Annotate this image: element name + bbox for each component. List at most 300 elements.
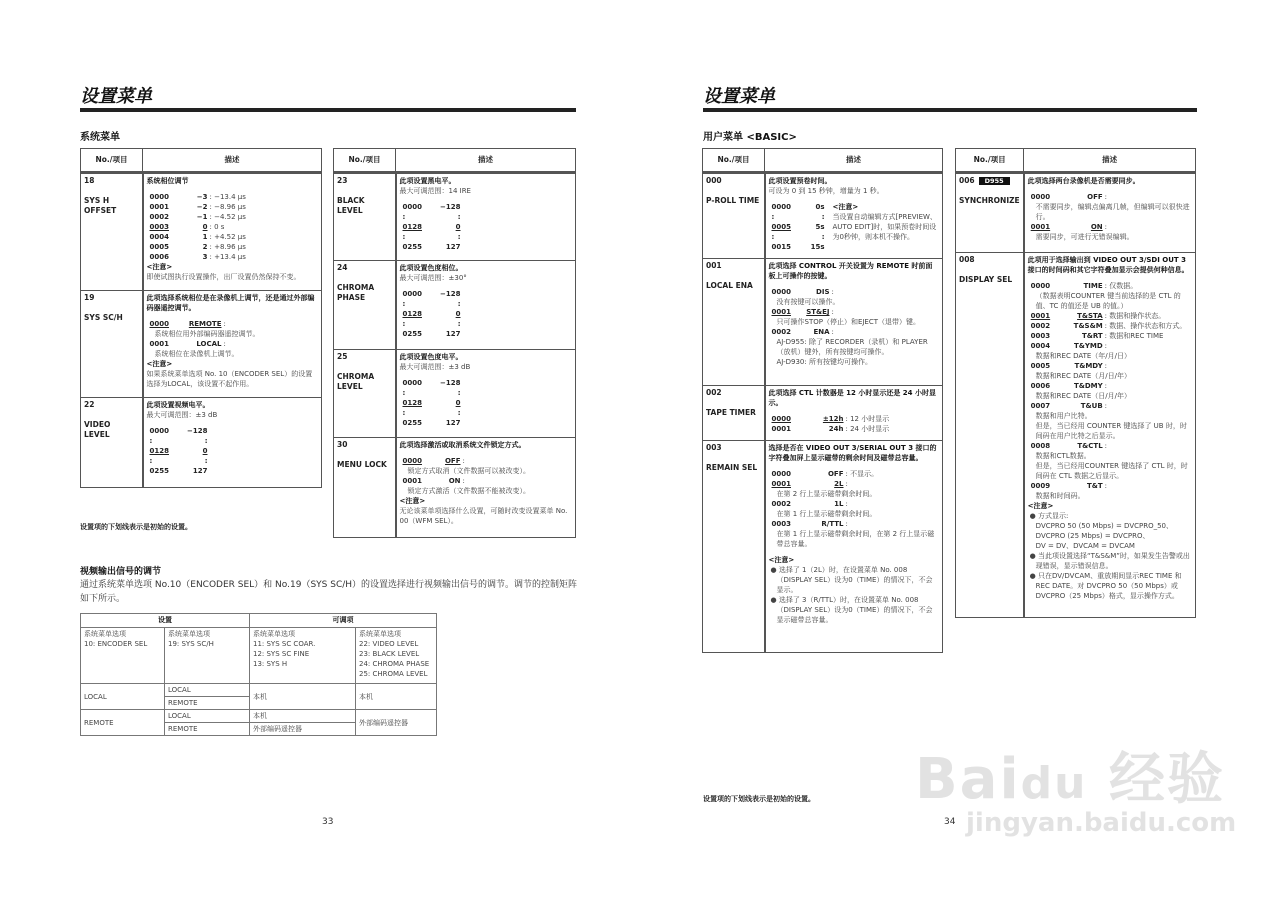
page-number-right: 34 [944, 817, 956, 827]
setting-option [400, 388, 573, 398]
option-code: 0003 [1030, 332, 1051, 340]
model-badge: D955 [979, 177, 1010, 185]
header-adjustable: 可调项 [250, 614, 437, 628]
option-description: 只可操作STOP（停止）和EJECT（退带）键。 [776, 318, 921, 326]
option-description: 但是，当已经用 COUNTER 键选择了 UB 时，时间码在用户比特之后显示。 [1035, 422, 1187, 440]
item-name: CHROMA PHASE [337, 283, 375, 302]
option-text: : 数据、操作状态和方式。 [1104, 322, 1187, 330]
watermark-url: jingyan.baidu.com [966, 808, 1237, 838]
setting-option [147, 212, 319, 222]
item-name: LOCAL ENA [706, 281, 753, 290]
setting-option [147, 252, 319, 262]
setting-option [147, 192, 319, 202]
setting-option [400, 476, 573, 486]
option-value: OFF [444, 457, 461, 465]
item-name: SYNCHRONIZE [959, 196, 1020, 205]
option-value: 2 [202, 243, 208, 251]
option-value: R/TTL [821, 520, 844, 528]
option-value: T&MDY [1074, 362, 1103, 370]
option-description: 数据和CTL数据。 [1035, 452, 1091, 460]
matrix-external: 外部编码遥控器 [250, 723, 356, 736]
user-menu-table-1 [702, 148, 943, 653]
description-heading: 此项选择系统相位是在录像机上调节，还是通过外部编码器遥控调节。 [146, 294, 315, 312]
setting-option [147, 319, 319, 329]
option-code: 0000 [402, 457, 422, 465]
option-text: : −8.96 μs [209, 203, 246, 211]
matrix-unit: 本机 [250, 710, 356, 723]
item-number: 25 [337, 352, 348, 361]
option-code: 0001 [149, 203, 169, 211]
option-description: （数据表明COUNTER 键当前选择的是 CTL 的值、TC 的值还是 UB 的值。） [1035, 292, 1181, 310]
option-description: 在第 1 行上显示磁带剩余时间。 [776, 510, 877, 518]
note-bullet: ● 只在DV/DVCAM、重放期间显示REC TIME 和 REC DATE。对 DVCPRO 50（50 Mbps）或 DVCPRO（25 Mbps）格式，显示操作方式。 [1029, 572, 1182, 600]
option-text: : [223, 320, 226, 328]
setting-option [1028, 481, 1192, 491]
setting-option [400, 456, 573, 466]
description-heading: 此项选择 CTL 计数器是 12 小时显示还是 24 小时显示。 [768, 389, 936, 407]
option-value: T&STA [1077, 312, 1103, 320]
option-value: 15s [810, 243, 825, 251]
option-code: 0000 [149, 193, 169, 201]
option-code: 0001 [771, 480, 791, 488]
column-header-no: No./项目 [81, 149, 143, 173]
option-description: 数据和时间码。 [1035, 492, 1085, 500]
menu-row [703, 173, 943, 259]
option-code: 0009 [1030, 482, 1051, 490]
option-value: 0s [815, 203, 825, 211]
option-code: 0255 [402, 330, 422, 338]
setting-option [400, 289, 573, 299]
preroll-values [769, 202, 827, 252]
option-value: REMOTE [188, 320, 222, 328]
item-name: REMAIN SEL [706, 463, 758, 472]
option-text: : [845, 500, 848, 508]
option-code: 0000 [1030, 282, 1051, 290]
option-description: 数据和REC DATE（日/月/年） [1035, 392, 1131, 400]
option-value: 0 [455, 310, 461, 318]
menu-row [956, 253, 1196, 618]
option-text: : [462, 477, 465, 485]
option-description: 没有按键可以操作。 [776, 298, 840, 306]
option-value: 127 [445, 330, 461, 338]
matrix-sch-local: LOCAL [165, 684, 250, 697]
option-code: 0001 [1030, 223, 1051, 231]
column-header-no: No./项目 [334, 149, 396, 173]
setting-option [400, 309, 573, 319]
matrix-external: 外部编码遥控器 [356, 710, 437, 736]
menu-row [334, 350, 576, 438]
note-label: <注意> [146, 360, 173, 368]
matrix-cell-line: 12: SYS SC FINE [253, 650, 310, 658]
matrix-col3-head [250, 628, 356, 684]
menu-item-id [703, 386, 765, 441]
option-value: ON [1090, 223, 1103, 231]
section-title-system-menu: 系统菜单 [80, 132, 120, 143]
description-text: 可设为 0 到 15 秒钟，增量为 1 秒。 [768, 187, 884, 195]
description-heading: 此项用于选择输出到 VIDEO OUT 3/SDI OUT 3 接口的时间码和其它字符叠加显示会提供何种信息。 [1027, 256, 1189, 274]
option-description: 需要同步，可进行无错误编辑。 [1035, 233, 1134, 241]
option-value: : [457, 389, 461, 397]
option-value: −3 [196, 193, 208, 201]
menu-item-id [81, 291, 143, 398]
option-description: AJ-D930: 所有按键均可操作。 [776, 358, 872, 366]
option-description: 系统相位用外部编码器遥控调节。 [154, 330, 260, 338]
option-description: 锁定方式取消（文件数据可以被改变）。 [407, 467, 530, 475]
item-name: P-ROLL TIME [706, 196, 760, 205]
menu-row [703, 386, 943, 441]
option-description: AJ-D955: 除了 RECORDER（录机）和 PLAYER（放机）键外，所有按键均可操作。 [776, 338, 928, 356]
setting-option [400, 408, 573, 418]
item-description [396, 438, 576, 538]
item-description [765, 173, 943, 259]
preroll-note [827, 202, 940, 252]
setting-option [1028, 381, 1192, 391]
control-matrix-table [80, 613, 437, 736]
note-label: <注意> [768, 556, 795, 564]
option-description: 在第 2 行上显示磁带剩余时间。 [776, 490, 877, 498]
option-code: 0000 [402, 203, 422, 211]
setting-option [769, 212, 827, 222]
matrix-encoder-remote: REMOTE [81, 710, 165, 736]
page-title-left: 设置菜单 [80, 86, 152, 107]
option-value: TIME [1083, 282, 1103, 290]
option-text: : 数据和操作状态。 [1104, 312, 1166, 320]
video-adjust-paragraph: 通过系统菜单选项 No.10（ENCODER SEL）和 No.19（SYS SC/H）的设置选择进行视频输出信号的调节。调节的控制矩阵如下所示。 [80, 580, 578, 604]
option-text: : 数据和REC TIME [1104, 332, 1164, 340]
setting-option [1028, 321, 1192, 331]
setting-option [769, 287, 940, 297]
item-number: 19 [84, 293, 95, 302]
item-description [143, 291, 322, 398]
menu-item-id [703, 441, 765, 653]
option-description: 锁定方式激活（文件数据不能被改变）。 [407, 487, 530, 495]
item-number: 23 [337, 176, 348, 185]
option-text: : [1104, 223, 1108, 231]
option-description: 但是，当已经用COUNTER 键选择了 CTL 时，时间码在 CTL 数据之后显示。 [1035, 462, 1188, 480]
menu-item-id [334, 350, 396, 438]
option-code: 0001 [771, 425, 791, 433]
description-heading: 此项选择激活或取消系统文件锁定方式。 [399, 441, 526, 449]
option-code: 0128 [402, 399, 422, 407]
option-code: 0000 [402, 290, 422, 298]
page-title-right: 设置菜单 [703, 86, 775, 107]
matrix-sch-local: LOCAL [165, 710, 250, 723]
option-text: : +8.96 μs [209, 243, 246, 251]
option-text: : [223, 340, 226, 348]
matrix-cell-line: 11: SYS SC COAR. [253, 640, 316, 648]
setting-option [1028, 281, 1192, 291]
option-code: 0000 [149, 427, 169, 435]
setting-option [147, 456, 319, 466]
note-bullet: ● 当此项设置选择“T&S&M”时，如果发生告警或出现错误，显示错误信息。 [1029, 552, 1190, 570]
setting-option [769, 499, 940, 509]
option-value: ON [448, 477, 461, 485]
note-label: <注意> [832, 203, 859, 211]
option-code: : [402, 320, 406, 328]
option-description: 数据和REC DATE（月/日/年） [1035, 372, 1131, 380]
setting-option [147, 436, 319, 446]
column-header-desc: 描述 [1024, 149, 1196, 173]
description-heading: 此项设置色度电平。 [399, 353, 463, 361]
setting-option [1028, 311, 1192, 321]
menu-row [334, 261, 576, 350]
option-text: : +13.4 μs [209, 253, 246, 261]
matrix-cell-line: 10: ENCODER SEL [84, 640, 148, 648]
option-text: : 0 s [209, 223, 225, 231]
option-text: : [845, 520, 848, 528]
note-label: <注意> [1027, 502, 1054, 510]
page-number-left: 33 [322, 817, 334, 827]
option-value: : [457, 233, 461, 241]
video-adjust-title: 视频输出信号的调节 [80, 567, 162, 577]
option-text: : 不显示。 [845, 470, 879, 478]
option-code: 0000 [771, 288, 791, 296]
option-code: 0255 [402, 419, 422, 427]
option-code: 0128 [402, 223, 422, 231]
item-name: DISPLAY SEL [959, 275, 1013, 284]
menu-row [334, 173, 576, 261]
column-header-desc: 描述 [143, 149, 322, 173]
option-value: DIS [816, 288, 830, 296]
option-value: : [821, 213, 825, 221]
setting-option [1028, 401, 1192, 411]
option-value: OFF [1087, 193, 1103, 201]
description-heading: 此项设置预卷时间。 [768, 177, 832, 185]
option-code: 0015 [771, 243, 791, 251]
option-value: 127 [445, 419, 461, 427]
item-name: CHROMA LEVEL [337, 372, 375, 391]
option-code: : [402, 233, 406, 241]
option-text: : [831, 308, 834, 316]
setting-option [400, 418, 573, 428]
item-name: MENU LOCK [337, 460, 387, 469]
option-value: −128 [440, 290, 461, 298]
item-description [765, 386, 943, 441]
item-name: TAPE TIMER [706, 408, 756, 417]
option-value: 1L [834, 500, 844, 508]
matrix-col2-head [165, 628, 250, 684]
option-text: : 12 小时显示 [845, 415, 890, 423]
option-value: : [457, 320, 461, 328]
option-value: −128 [187, 427, 208, 435]
item-number: 30 [337, 440, 348, 449]
description-heading: 此项选择 CONTROL 开关设置为 REMOTE 时前面板上可操作的按键。 [768, 262, 933, 280]
matrix-cell-line: 19: SYS SC/H [168, 640, 214, 648]
description-text: 最大可调范围：14 IRE [399, 187, 471, 195]
option-value: 2L [834, 480, 844, 488]
option-value: 1 [202, 233, 208, 241]
setting-option [147, 426, 319, 436]
option-code: : [402, 409, 406, 417]
option-description: 数据和用户比特。 [1035, 412, 1092, 420]
setting-option [769, 232, 827, 242]
option-text: : [1104, 402, 1108, 410]
option-value: 0 [202, 447, 208, 455]
option-value: T&YMD [1073, 342, 1103, 350]
section-title-user-menu: 用户菜单 <BASIC> [703, 132, 797, 143]
item-number: 18 [84, 176, 95, 185]
matrix-cell-line: 13: SYS H [253, 660, 288, 668]
matrix-cell-line: 系统菜单选项 [253, 630, 295, 638]
menu-row [81, 291, 322, 398]
matrix-encoder-local: LOCAL [81, 684, 165, 710]
option-code: : [402, 300, 406, 308]
footnote-left: 设置项的下划线表示是初始的设置。 [80, 523, 192, 531]
option-value: 24h [828, 425, 844, 433]
menu-item-id [334, 173, 396, 261]
setting-option [147, 339, 319, 349]
option-value: : [821, 233, 825, 241]
setting-option [1028, 361, 1192, 371]
option-value: ST&EJ [806, 308, 830, 316]
setting-option [769, 469, 940, 479]
option-description: DV = DV、DVCAM = DVCAM [1035, 542, 1135, 550]
matrix-unit: 本机 [250, 684, 356, 710]
option-value: 3 [202, 253, 208, 261]
note-label: <注意> [399, 497, 426, 505]
setting-option [769, 424, 940, 434]
option-value: : [457, 300, 461, 308]
item-name: BLACK LEVEL [337, 196, 365, 215]
setting-option [769, 222, 827, 232]
option-value: 0 [202, 223, 208, 231]
setting-option [400, 378, 573, 388]
preroll-options [769, 202, 940, 252]
option-code: 0001 [402, 477, 422, 485]
setting-option [1028, 331, 1192, 341]
option-code: 0004 [1030, 342, 1051, 350]
item-description [1024, 173, 1196, 253]
option-text: : [831, 328, 834, 336]
menu-row [334, 438, 576, 538]
option-code: 0001 [1030, 312, 1051, 320]
menu-row [703, 441, 943, 653]
option-code: 0003 [149, 223, 169, 231]
option-value: ±12h [822, 415, 844, 423]
option-code: 0006 [1030, 382, 1051, 390]
setting-option [400, 319, 573, 329]
menu-row [81, 173, 322, 291]
option-description: DVCPRO 50 (50 Mbps) = DVCPRO_50、 [1035, 522, 1173, 530]
option-value: −128 [440, 379, 461, 387]
option-description: 在第 1 行上显示磁带剩余时间，在第 2 行上显示磁带总容量。 [776, 530, 935, 548]
setting-option [400, 329, 573, 339]
option-value: ENA [813, 328, 830, 336]
matrix-col1-head [81, 628, 165, 684]
option-value: T&RT [1081, 332, 1103, 340]
option-value: LOCAL [196, 340, 222, 348]
setting-option [147, 242, 319, 252]
system-menu-table-2 [333, 148, 576, 538]
option-value: T&S&M [1073, 322, 1103, 330]
option-code: 0008 [1030, 442, 1051, 450]
matrix-col4-head [356, 628, 437, 684]
menu-row [703, 259, 943, 386]
menu-item-id [703, 259, 765, 386]
option-code: 0255 [402, 243, 422, 251]
note-bullet: ● 选择了 3（R/TTL）时，在设置菜单 No. 008（DISPLAY SEL）设为0（TIME）的情况下，不会显示磁带总容量。 [770, 596, 933, 624]
column-header-desc: 描述 [396, 149, 576, 173]
item-description [396, 173, 576, 261]
option-value: −2 [196, 203, 208, 211]
option-code: 0002 [1030, 322, 1051, 330]
option-code: 0255 [149, 467, 169, 475]
setting-option [147, 232, 319, 242]
description-text: 最大可调范围：±3 dB [399, 363, 471, 371]
option-value: : [457, 213, 461, 221]
option-value: 127 [445, 243, 461, 251]
option-code: 0000 [1030, 193, 1051, 201]
description-text: 如果系统菜单选项 No. 10（ENCODER SEL）的设置选择为LOCAL，该设置不起作用。 [146, 370, 313, 388]
option-code: 0002 [149, 213, 169, 221]
option-code: 0000 [771, 415, 791, 423]
option-code: 0005 [149, 243, 169, 251]
option-text: : [462, 457, 465, 465]
description-text: 最大可调范围：±30° [399, 274, 467, 282]
option-text: : [1104, 482, 1108, 490]
matrix-sch-remote: REMOTE [165, 697, 250, 710]
item-description [143, 173, 322, 291]
item-number: 000 [706, 176, 722, 185]
option-code: 0128 [149, 447, 169, 455]
setting-option [769, 479, 940, 489]
option-text: : [1104, 382, 1108, 390]
menu-item-id [956, 253, 1024, 618]
menu-item-id [956, 173, 1024, 253]
option-code: 0000 [402, 379, 422, 387]
option-text: : [1104, 342, 1108, 350]
menu-row [956, 173, 1196, 253]
title-rule-left [80, 108, 576, 112]
setting-option [1028, 341, 1192, 351]
description-heading: 系统相位调节 [146, 177, 189, 185]
option-code: 0003 [771, 520, 791, 528]
option-code: 0001 [771, 308, 791, 316]
setting-option [769, 327, 940, 337]
column-header-desc: 描述 [765, 149, 943, 173]
setting-option [400, 398, 573, 408]
option-code: 0005 [771, 223, 791, 231]
option-value: T&CTL [1077, 442, 1103, 450]
option-text: : [845, 480, 848, 488]
note-text: 当设置自动编辑方式[PREVIEW、AUTO EDIT]时，如果预卷时间设为0秒钟，则本机不操作。 [832, 213, 937, 241]
item-name: SYS SC/H [84, 313, 123, 322]
option-description: DVCPRO (25 Mbps) = DVCPRO、 [1035, 532, 1150, 540]
setting-option [769, 242, 827, 252]
item-number: 22 [84, 400, 95, 409]
title-rule-right [703, 108, 1197, 112]
option-value: : [457, 409, 461, 417]
option-value: 0 [455, 223, 461, 231]
description-heading: 此项选择两台录像机是否需要同步。 [1027, 177, 1140, 185]
option-value: 5s [815, 223, 825, 231]
setting-option [400, 202, 573, 212]
option-text: : [1104, 362, 1108, 370]
option-value: T&T [1087, 482, 1103, 490]
item-number: 003 [706, 443, 722, 452]
system-menu-table-1 [80, 148, 322, 488]
setting-option [400, 222, 573, 232]
option-text: : [1104, 193, 1108, 201]
option-text: : +4.52 μs [209, 233, 246, 241]
item-number: 002 [706, 388, 722, 397]
option-code: 0007 [1030, 402, 1051, 410]
item-number: 008 [959, 255, 975, 264]
matrix-cell-line: 25: CHROMA LEVEL [359, 670, 428, 678]
option-code: : [402, 213, 406, 221]
option-text: : 24 小时显示 [845, 425, 890, 433]
option-code: 0001 [149, 340, 169, 348]
